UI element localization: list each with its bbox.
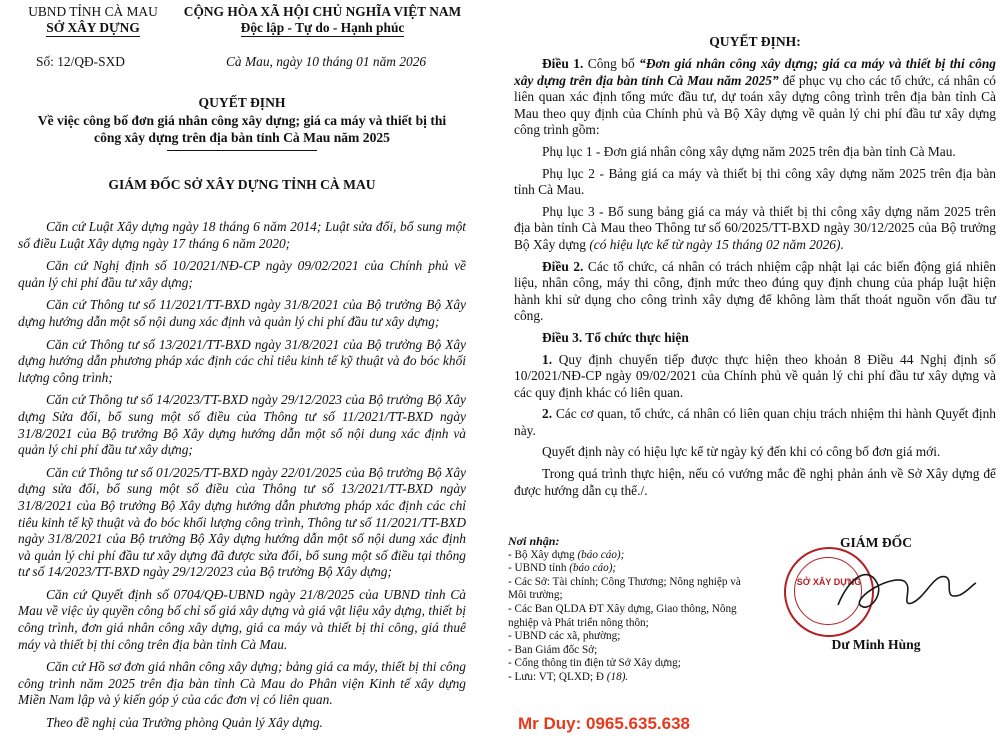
decision-issuer: GIÁM ĐỐC SỞ XÂY DỰNG TỈNH CÀ MAU: [108, 177, 376, 192]
effective-clause: Quyết định này có hiệu lực kể từ ngày ký đến khi có công bố đơn giá mới.: [542, 444, 941, 460]
annex-2: Phụ lục 2 - Bảng giá ca máy và thiết bị thi công xây dựng năm 2025 trên địa bàn tỉnh Cà Mau.: [514, 165, 996, 198]
recipient-item: - Các Sở: Tài chính; Công Thương; Nông nghiệp và Môi trường;: [508, 575, 741, 602]
place-and-date: Cà Mau, ngày 10 tháng 01 năm 2026: [226, 54, 427, 69]
decision-subject: Về việc công bố đơn giá nhân công xây dựng; giá ca máy và thiết bị thi công xây dựng trên địa bàn tỉnh Cà Mau năm 2025: [37, 113, 447, 145]
national-motto: Độc lập - Tự do - Hạnh phúc: [240, 20, 405, 35]
legal-basis-item: Căn cứ Thông tư số 14/2023/TT-BXD ngày 29/12/2023 của Bộ trưởng Bộ Xây dựng Sửa đổi, bổ sung một số điều của Thông tư số 11/2021/TT-BXD ngày 31/8/2021 của Bộ trưởng Bộ Xây dựng hướng dẫn một số nội dung xác định và quản lý chi phí đầu tư xây dựng;: [18, 392, 466, 458]
recipients-list: [508, 535, 758, 685]
legal-basis-item: Theo đề nghị của Trưởng phòng Quản lý Xây dựng.: [46, 715, 323, 731]
annex-3: [514, 204, 996, 254]
recipient-item: - Cổng thông tin điện tử Sở Xây dựng;: [508, 657, 681, 670]
recipient-item: - Bộ Xây dựng (báo cáo);: [508, 548, 625, 561]
document-number: Số: 12/QĐ-SXD: [36, 54, 125, 69]
legal-basis-item: Căn cứ Nghị định số 10/2021/NĐ-CP ngày 09/02/2021 của Chính phủ về quản lý chi phí đầu tư xây dựng;: [18, 258, 466, 290]
article-1-text: để phục vụ cho các tổ chức, cá nhân có liên quan xác định tổng mức đầu tư, dự toán xây dựng công trình trên địa bàn tỉnh Cà Mau theo quy định của Chính phủ và Bộ Xây dựng về quản lý chi phí đầu tư xây dựng công trình gồm:: [514, 72, 997, 138]
annex-1: Phụ lục 1 - Đơn giá nhân công xây dựng năm 2025 trên địa bàn tỉnh Cà Mau.: [542, 143, 956, 159]
legal-basis-item: Căn cứ Thông tư số 01/2025/TT-BXD ngày 22/01/2025 của Bộ trưởng Bộ Xây dựng sửa đổi, bổ sung một số điều của Thông tư số 13/2021/TT-BXD ngày 31/8/2021 của Bộ trưởng Bộ Xây dựng hướng dẫn phương pháp xác định các chỉ tiêu kinh tế kỹ thuật và đo bóc khối lượng công trình, Thông tư số 11/2021/TT-BXD ngày 31/8/2021 của Bộ trưởng Bộ Xây dựng hướng dẫn một số nội dung xác định và quản lý chi phí đầu tư xây dựng đã được sửa đổi, bổ sung một số điều tại thông tư số 14/2023/TT-BXD ngày 29/12/2023 của Bộ trưởng Bộ Xây dựng;: [18, 464, 466, 580]
legal-basis-item: Căn cứ Quyết định số 0704/QĐ-UBND ngày 21/8/2025 của UBND tỉnh Cà Mau về việc ủy quyền công bố chỉ số giá xây dựng và giá vật liệu xây dựng, thiết bị công trình, đơn giá nhân công xây dựng, giá ca máy và thiết bị thi công, giá thuê máy và thiết bị thi công trên địa bàn tỉnh Cà Mau.: [18, 586, 466, 652]
recipient-item: - UBND các xã, phường;: [508, 630, 621, 643]
handwritten-signature: [830, 555, 980, 625]
article-1-pre: Công bố: [587, 56, 640, 71]
contact-hotline: Mr Duy: 0965.635.638: [518, 714, 690, 733]
legal-basis-item: Căn cứ Thông tư số 11/2021/TT-BXD ngày 31/8/2021 của Bộ trưởng Bộ Xây dựng hướng dẫn một số nội dung xác định và quản lý chi phí đầu tư xây dựng;: [18, 297, 466, 329]
agency-name: SỞ XÂY DỰNG: [46, 20, 140, 35]
legal-bases: [18, 219, 466, 738]
article-3-clause-2: [514, 406, 996, 439]
recipient-item: - UBND tỉnh (báo cáo);: [508, 562, 617, 575]
signature-block: [766, 533, 986, 658]
article-1: [514, 56, 996, 139]
seal-text: SỞ XÂY DỰNG: [796, 577, 862, 587]
annex-3-text: Phụ lục 3 - Bổ sung bảng giá ca máy và thiết bị thi công xây dựng năm 2025 trên địa bàn tỉnh Cà Mau theo Thông tư số 60/2025/TT-BXD ngày 30/12/2025 của Bộ trưởng Bộ Xây dựng: [514, 203, 996, 252]
legal-basis-item: Căn cứ Hồ sơ đơn giá nhân công xây dựng; bảng giá ca máy, thiết bị thi công công trình năm 2025 trên địa bàn tỉnh Cà Mau do Phân viện Kinh tế xây dựng Miền Nam lập và ý kiến góp ý của các đơn vị có liên quan.: [18, 659, 466, 708]
nation-name: CỘNG HÒA XÃ HỘI CHỦ NGHĨA VIỆT NAM: [183, 4, 462, 19]
clause-2-text: Các cơ quan, tổ chức, cá nhân có liên quan chịu trách nhiệm thi hành Quyết định này.: [514, 406, 996, 438]
article-2-label: Điều 2.: [542, 258, 584, 274]
articles-heading: QUYẾT ĐỊNH:: [709, 34, 801, 49]
clause-2-label: 2.: [542, 406, 553, 422]
title-divider: [167, 150, 317, 151]
article-3-clause-1: [514, 352, 996, 402]
decision-title-block: [18, 94, 466, 193]
signer-name: Dư Minh Hùng: [831, 637, 921, 652]
clause-1-label: 1.: [542, 351, 553, 367]
feedback-clause: Trong quá trình thực hiện, nếu có vướng mắc đề nghị phản ánh về Sở Xây dựng để được hướng dẫn cụ thể./.: [514, 466, 996, 498]
agency-parent: UBND TỈNH CÀ MAU: [28, 4, 158, 19]
legal-basis-item: Căn cứ Thông tư số 13/2021/TT-BXD ngày 31/8/2021 của Bộ trưởng Bộ Xây dựng hướng dẫn phương pháp xác định các chỉ tiêu kinh tế kỹ thuật và đo bóc khối lượng công trình;: [18, 336, 466, 385]
legal-basis-item: Căn cứ Luật Xây dựng ngày 18 tháng 6 năm 2014; Luật sửa đổi, bổ sung một số điều Luật Xây dựng ngày 17 tháng 6 năm 2020;: [18, 219, 466, 251]
annex-3-effective: (có hiệu lực kể từ ngày 15 tháng 02 năm 2026).: [589, 236, 844, 252]
article-2: [514, 259, 996, 325]
recipient-item: - Lưu: VT; QLXD; Đ (18).: [508, 670, 629, 683]
recipient-item: - Ban Giám đốc Sở;: [508, 643, 598, 656]
national-header: [170, 4, 475, 37]
recipients-label: Nơi nhận:: [508, 534, 560, 548]
article-2-text: Các tổ chức, cá nhân có trách nhiệm cập nhật lại các biến động giá nhiên liệu, nhân công, máy thi công, định mức theo đúng quy định chung của pháp luật hiện hành khi sử dụng cho công trình xây dựng để không làm thất thoát nguồn vốn đầu tư công.: [514, 258, 996, 324]
article-1-label: Điều 1.: [542, 56, 584, 71]
decision-title: QUYẾT ĐỊNH: [198, 95, 286, 110]
clause-1-text: Quy định chuyển tiếp được thực hiện theo khoản 8 Điều 44 Nghị định số 10/2021/NĐ-CP ngày 09/02/2021 của Chính phủ về quản lý chi phí đầu tư xây dựng và các quy định khác có liên quan.: [514, 351, 996, 400]
article-3-heading: Điều 3. Tổ chức thực hiện: [542, 329, 689, 345]
article-1-quote: “Đơn giá nhân công xây dựng; giá ca máy và thiết bị thi công xây dựng trên địa bàn tỉnh Cà Mau năm 2025”: [514, 56, 996, 88]
decision-articles: [514, 34, 996, 504]
recipient-item: - Các Ban QLDA ĐT Xây dựng, Giao thông, Nông nghiệp và Phát triển nông thôn;: [508, 602, 737, 629]
signer-title: GIÁM ĐỐC: [839, 535, 913, 550]
issuing-agency-block: [18, 4, 168, 37]
